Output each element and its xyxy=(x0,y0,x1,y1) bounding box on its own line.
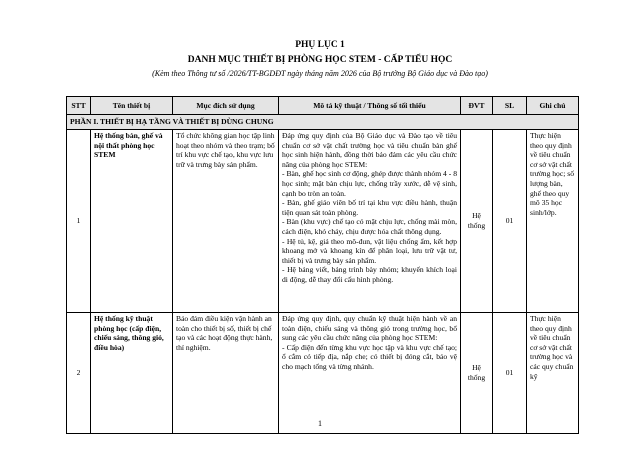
cell-qty: 01 xyxy=(493,130,527,313)
document-subtitle: (Kèm theo Thông tư số /2026/TT-BGDĐT ngày tháng năm 2026 của Bộ trưởng Bộ Giáo dục và Đào tạo) xyxy=(152,69,488,78)
cell-name: Hệ thống bàn, ghế và nội thất phòng học STEM xyxy=(91,130,173,313)
equipment-table xyxy=(66,96,579,434)
page-number: 1 xyxy=(318,419,322,428)
cell-description: Đáp ứng quy định của Bộ Giáo dục và Đào tạo về tiêu chuẩn cơ sở vật chất trường học và tiêu chuẩn bàn ghế học sinh hiện hành, đồng thời bảo đảm các yêu cầu chức năng của phòng học STEM: - Bàn, ghế học sinh cơ động, ghép được thành nhóm 4 - 8 học sinh; mặt bàn chịu lực, chống trầy xước, dễ vệ sinh, cạnh bo tròn an toàn. - Bàn, ghế giáo viên bố trí tại khu vực điều hành, thuận tiện quan sát toàn phòng. - Bàn (khu vực) chế tạo có mặt chịu lực, chống mài mòn, cách điện, khó cháy, chịu được hóa chất thông dụng. - Hệ tủ, kệ, giá theo mô-đun, vật liệu chống ẩm, kết hợp khoang mở và khoang kín để phân loại, lưu trữ vật tư, thiết bị và trưng bày sản phẩm. - Hệ bảng viết, bảng trình bày nhóm; khuyến khích loại di động, dễ thay đổi cấu hình phòng. xyxy=(279,130,461,313)
cell-description: Đáp ứng quy định, quy chuẩn kỹ thuật hiện hành về an toàn điện, chiếu sáng và thông gió trong trường học, bổ sung các yêu cầu chức năng của phòng học STEM: - Cấp điện đến từng khu vực học tập và khu vực chế tạo; ổ cắm có tiếp địa, nắp che; có thiết bị đóng cắt, bảo vệ cho mạch tổng và từng nhánh. xyxy=(279,313,461,434)
col-header-description: Mô tả kỹ thuật / Thông số tối thiểu xyxy=(279,97,461,115)
col-header-name: Tên thiết bị xyxy=(91,97,173,115)
col-header-stt: STT xyxy=(67,97,91,115)
appendix-label: PHỤ LỤC 1 xyxy=(295,40,345,50)
col-header-purpose: Mục đích sử dụng xyxy=(173,97,279,115)
col-header-note: Ghi chú xyxy=(527,97,579,115)
section-title: PHẦN I. THIẾT BỊ HẠ TẦNG VÀ THIẾT BỊ DÙNG CHUNG xyxy=(67,115,579,130)
table-header-row xyxy=(67,97,579,115)
section-row xyxy=(67,115,579,130)
cell-name: Hệ thống kỹ thuật phòng học (cấp điện, chiếu sáng, thông gió, điều hòa) xyxy=(91,313,173,434)
cell-note: Thực hiện theo quy định về tiêu chuẩn cơ sở vật chất trường học và các quy chuẩn kỹ xyxy=(527,313,579,434)
cell-note: Thực hiện theo quy định về tiêu chuẩn cơ sở vật chất trường học; số lượng bàn, ghế theo quy mô 35 học sinh/lớp. xyxy=(527,130,579,313)
col-header-unit: ĐVT xyxy=(461,97,493,115)
cell-unit: Hệ thống xyxy=(461,130,493,313)
col-header-qty: SL xyxy=(493,97,527,115)
cell-qty: 01 xyxy=(493,313,527,434)
cell-purpose: Bảo đảm điều kiện vận hành an toàn cho thiết bị số, thiết bị chế tạo và các hoạt động thực hành, thí nghiệm. xyxy=(173,313,279,434)
document-title: DANH MỤC THIẾT BỊ PHÒNG HỌC STEM - CẤP TIỂU HỌC xyxy=(187,55,453,65)
cell-stt: 2 xyxy=(67,313,91,434)
cell-unit: Hệ thống xyxy=(461,313,493,434)
cell-stt: 1 xyxy=(67,130,91,313)
cell-purpose: Tổ chức không gian học tập linh hoạt theo nhóm và theo trạm; bố trí khu vực chế tạo, khu vực lưu trữ và trưng bày sản phẩm. xyxy=(173,130,279,313)
table-row xyxy=(67,313,579,434)
table-row xyxy=(67,130,579,313)
